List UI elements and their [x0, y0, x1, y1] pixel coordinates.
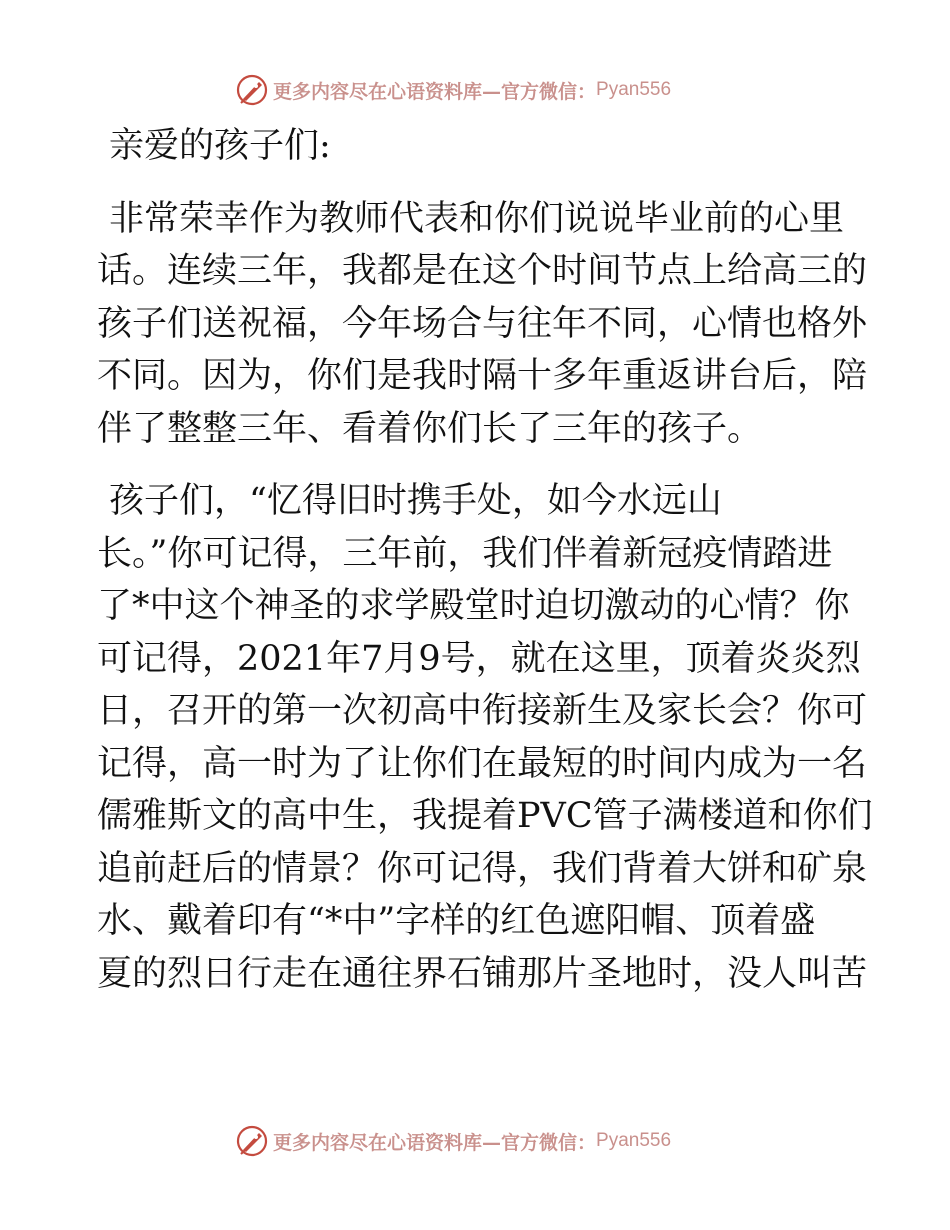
paragraph2-line: 夏的烈日行走在通往界石铺那片圣地时，没人叫苦	[97, 953, 868, 994]
paragraph2-line: 可记得，2021年7月9号，就在这里，顶着炎炎烈	[97, 638, 861, 679]
paragraph2-line: 水、戴着印有“*中”字样的红色遮阳帽、顶着盛	[97, 901, 816, 941]
paragraph1-line: 孩子们送祝福，今年场合与往年不同，心情也格外	[97, 303, 868, 344]
header-banner-text: 更多内容尽在心语资料库—官方微信：	[273, 80, 597, 103]
paragraph2-line: 长。”你可记得，三年前，我们伴着新冠疫情踏进	[97, 533, 833, 574]
footer-banner	[235, 1123, 715, 1159]
footer-wechat-id: Pyan556	[596, 1130, 672, 1151]
paragraph2-line: 记得，高一时为了让你们在最短的时间内成为一名	[97, 743, 868, 784]
paragraph1-line: 非常荣幸作为教师代表和你们说说毕业前的心里	[109, 198, 845, 239]
footer-banner-text: 更多内容尽在心语资料库—官方微信：	[273, 1131, 597, 1154]
paragraph2-line: 孩子们，“忆得旧时携手处，如今水远山	[109, 481, 722, 521]
paragraph2-line: 日，召开的第一次初高中衔接新生及家长会？你可	[97, 691, 868, 731]
header-wechat-id: Pyan556	[596, 79, 672, 100]
header-banner	[235, 72, 715, 108]
paragraph2-line: 了*中这个神圣的求学殿堂时迫切激动的心情？你	[97, 586, 850, 626]
paragraph1-line: 伴了整整三年、看着你们长了三年的孩子。	[97, 408, 763, 449]
paragraph1-line: 不同。因为，你们是我时隔十多年重返讲台后，陪	[97, 356, 868, 396]
paragraph2-line: 儒雅斯文的高中生，我提着PVC管子满楼道和你们	[97, 796, 873, 836]
paragraph1-line: 话。连续三年，我都是在这个时间节点上给高三的	[97, 251, 868, 291]
quill-pen-logo-icon	[235, 1124, 269, 1158]
quill-pen-logo-icon	[235, 73, 269, 107]
paragraph2-line: 追前赶后的情景？你可记得，我们背着大饼和矿泉	[97, 848, 868, 889]
letter-greeting: 亲爱的孩子们:	[109, 126, 331, 166]
letter-body	[97, 120, 873, 1000]
